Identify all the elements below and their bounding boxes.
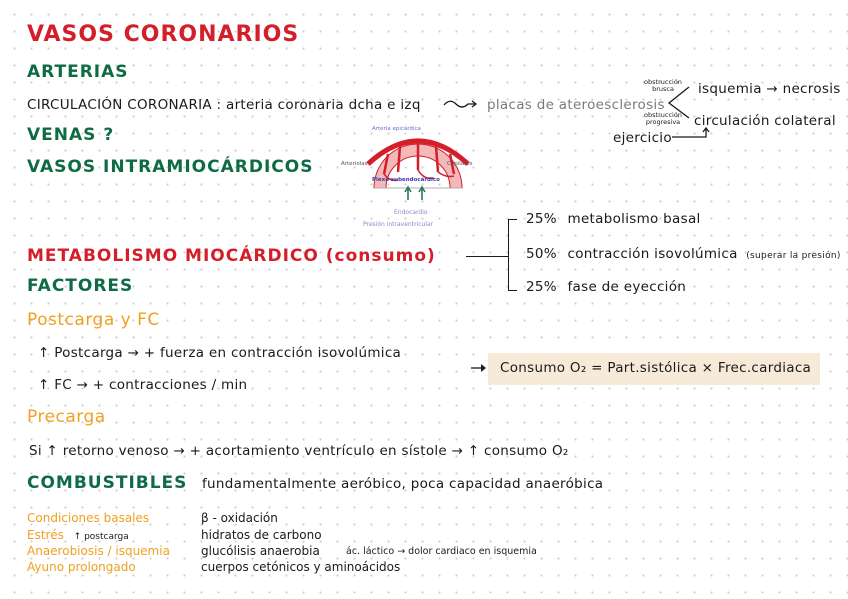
venas-heading: VENAS ? bbox=[27, 125, 115, 145]
metabolismo-note: (superar la presión) bbox=[746, 251, 841, 261]
page-title: VASOS CORONARIOS bbox=[27, 22, 300, 47]
cond-basales: Condiciones basales bbox=[27, 511, 150, 525]
fuel-anaerobiosis: glucólisis anaerobia bbox=[201, 544, 320, 558]
combustibles-heading: COMBUSTIBLES bbox=[27, 473, 188, 493]
intramiocardicos-heading: VASOS INTRAMIOCÁRDICOS bbox=[27, 157, 314, 177]
capilares-label: Capilares bbox=[447, 161, 473, 167]
metabolismo-heading: METABOLISMO MIOCÁRDICO (consumo) bbox=[27, 246, 436, 266]
fuel-basales: β - oxidación bbox=[201, 511, 278, 525]
cond-estres: Estrés bbox=[27, 528, 64, 542]
circulacion-colateral-text: circulación colateral bbox=[694, 113, 836, 129]
metabolismo-item bbox=[526, 211, 701, 227]
fuel-estres: hidratos de carbono bbox=[201, 528, 322, 542]
formula-arrow-icon bbox=[470, 362, 490, 374]
fc-line: ↑ FC → + contracciones / min bbox=[38, 377, 248, 393]
metabolismo-text: fase de eyección bbox=[567, 279, 687, 295]
cond-estres-note: ↑ postcarga bbox=[73, 532, 129, 542]
factores-heading: FACTORES bbox=[27, 276, 134, 296]
obstruccion-progresiva-label: obstrucción progresiva bbox=[644, 111, 682, 126]
fuel-ayuno: cuerpos cetónicos y aminoácidos bbox=[201, 560, 401, 574]
pressure-arrow-icon bbox=[419, 187, 425, 200]
circulacion-coronaria-text: CIRCULACIÓN CORONARIA : arteria coronaria dcha e izq bbox=[27, 97, 421, 113]
metabolismo-text: metabolismo basal bbox=[567, 211, 701, 227]
metabolismo-pct: 25% bbox=[526, 211, 557, 227]
isquemia-text: isquemia → necrosis bbox=[698, 81, 841, 97]
precarga-line: Si ↑ retorno venoso → + acortamiento ventrículo en sístole → ↑ consumo O₂ bbox=[29, 443, 569, 459]
metabolismo-pct: 50% bbox=[526, 246, 557, 262]
arterias-heading: ARTERIAS bbox=[27, 62, 129, 82]
placas-text: placas de ateroesclerosis bbox=[487, 97, 665, 113]
metabolismo-connector bbox=[466, 256, 508, 257]
precarga-heading: Precarga bbox=[27, 407, 106, 427]
postcarga-heading: Postcarga y FC bbox=[27, 310, 160, 330]
plexo-label: Plexo subendocárdico bbox=[372, 177, 440, 183]
extra-anaerobiosis: ác. láctico → dolor cardiaco en isquemia bbox=[346, 546, 537, 557]
endocardio-label: Endocardio bbox=[394, 209, 428, 216]
cond-anaerobiosis: Anaerobiosis / isquemia bbox=[27, 544, 170, 558]
ejercicio-arrow-icon bbox=[670, 126, 712, 140]
arteria-epicardica-label: Arteria epicárdica bbox=[372, 126, 421, 132]
ejercicio-text: ejercicio bbox=[613, 130, 672, 146]
metabolismo-text: contracción isovolúmica bbox=[567, 246, 738, 262]
metabolismo-pct: 25% bbox=[526, 279, 557, 295]
branch-lines bbox=[665, 83, 695, 121]
metabolismo-item bbox=[526, 279, 686, 295]
metabolismo-brace bbox=[508, 219, 517, 291]
obstruccion-brusca-label: obstrucción brusca bbox=[644, 78, 682, 93]
cond-estres-row bbox=[27, 528, 129, 542]
cond-ayuno: Ayuno prolongado bbox=[27, 560, 136, 574]
formula-box: Consumo O₂ = Part.sistólica × Frec.cardiaca bbox=[488, 353, 820, 385]
metabolismo-item bbox=[526, 246, 841, 262]
presion-label: Presión intraventricular bbox=[363, 221, 434, 228]
postcarga-line: ↑ Postcarga → + fuerza en contracción isovolúmica bbox=[38, 345, 402, 361]
squiggle-arrow-icon bbox=[442, 96, 480, 110]
pressure-arrow-icon bbox=[405, 187, 411, 200]
arteriolas-label: Arteriolas bbox=[341, 161, 368, 167]
combustibles-desc: fundamentalmente aeróbico, poca capacidad anaeróbica bbox=[202, 476, 604, 492]
